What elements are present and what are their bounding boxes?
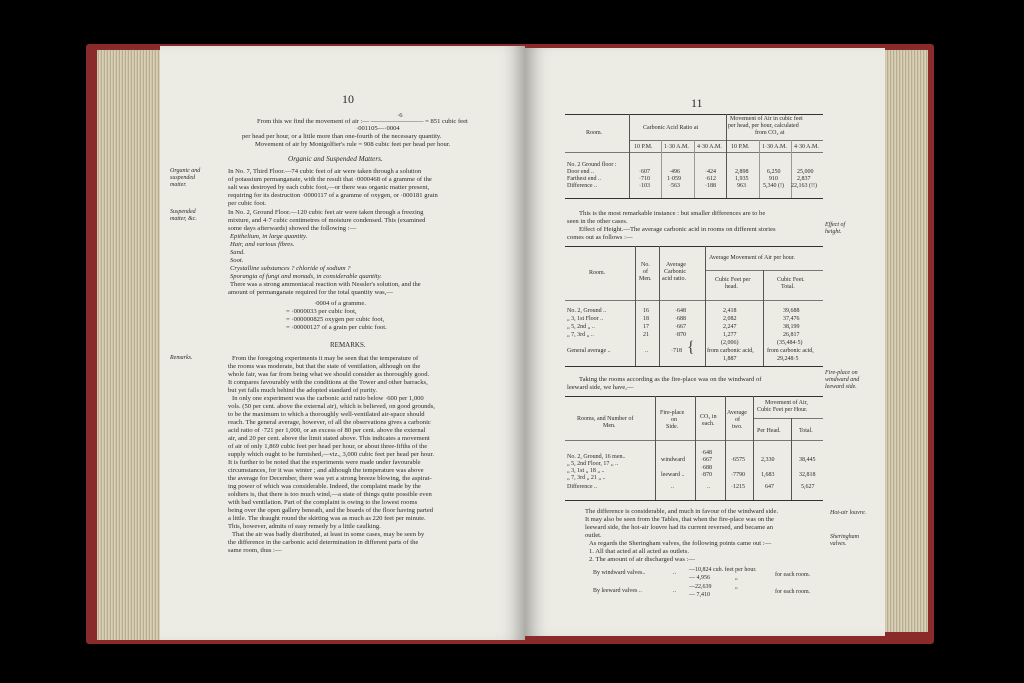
page-edges-left [97,50,165,640]
margin-note-suspended: Suspended matter, &c. [170,209,197,222]
fraction-numerator: ·6 [397,112,403,119]
margin-note-remarks: Remarks. [170,355,193,361]
page-number: 10 [342,92,354,106]
right-page: 11 Room. Carbonic Acid Ratio at Movement of Air in cubic feet per head, per hour, calculated from CO₂ at 10 P.M. 1·30 A.M. 4·30 A.M. 10 P.M. 1·30 A.M. 4·30 A.M. No. 2 Ground floor : Door end .. Farthest end .. Difference .. ·607 ·496 ·424 2,898 6,250 25,000 ·710 1·059 ·612 1,935 910 2,837 ·103 ·563 ·188 963 5,340 (!) 22,163 (!!) This is the most remarkable instance : but smaller differences are to be seen in the other cases. Effect of Height.—The average carbonic acid in rooms on different stories comes out as follows :— Effect of height. Room. No. of Men. Average Carbonic acid ratio. Average Movement of Air per hour. Cubic Feet per head. Cubic Feet. Total. No. 2, Ground .. 16 ·648 2,418 39,688 „ 3, 1st Floor .. 18 ·688 2,082 37,476 „ 5, 2nd „ .. 17 ·667 2,247 38,199 „ 7, 3rd „ .. 21 ·870 1,277 26,817 (2,006) (35,484·5) General average .. .. ·718 { from carbonic acid, from carbonic acid, 1,887 29,248·5 Taking the rooms according as the fire-place was on the windward of leeward side, we have,— Fire-place on windward and leeward side. Rooms, and Number of Men. Fire-place on Side. CO₂ in each. Average of two. Movement of Air, Cubic Feet per Hour. Per Head. Total. No. 2, Ground, 16 men.. „ 5, 2nd Floor, 17 „ .. „ 3, 1st „ 18 „ .. „ 7, 3rd „ 21 „ .. Difference .. windward leeward .. .. ·648 ·667 ·688 ·870 .. ·6575 ·7790 ·1215 2,330 1,683 647 38,445 32,818 5,627 The difference is considerable, and much in favour of the windward side. It may also be seen from the Tables, that when the fire-place was on the leeward side, the hot-air louvre had its current reversed, and became an outlet. As regards the Sheringham valves, the following points came out :— 1. All that acted at all acted as outlets. 2. The amount of air discharged was :— Hot-air louvre. Sheringham valves. By windward valves.. .. —10,824 cub. feet per hour. — 4,956 „ for each room. By leeward valves .. .. —22,639 „ — 7,410 for each room. [525,48,885,636]
margin-note-sheringham: Sheringham valves. [830,534,859,547]
intro-line: Movement of air by Montgolfier's rule = 908 cubic feet per head per hour. [255,141,451,148]
page-number: 11 [691,96,703,110]
margin-note-height: Effect of height. [825,222,846,235]
left-page: 10 ·6 From this we find the movement of air :— ———————— = 851 cubic feet ·001105—·0004 per head per hour, or a little more than one-fourth of the necessary quantity. Movement of air by Montgolfier's rule = 908 cubic feet per head per hour. Organic and Suspended Matters. Organic and suspended matter. In No. 7, Third Floor.—74 cubic feet of air were taken through a solution of potassium permanganate, with the result that ·0000468 of a gramme of the salt was destroyed by each cubic foot,—or there was organic matter present, requiring for its destruction ·0000117 of a gramme of oxygen, or ·000181 grain per cubic foot. Suspended matter, &c. In No. 2, Ground Floor.—120 cubic feet air were taken through a freezing mixture, and 4·7 cubic centimetres of moisture condensed. This (examined some days afterwards) showed the following :— Epithelium, in large quantity. Hair, and various fibres. Sand. Soot. Crystalline substances ? chloride of sodium ? Sporangia of fungi and monads, in considerable quantity. There was a strong ammoniacal reaction with Nessler's solution, and the amount of permanganate required for the total quantity was,— ·0004 of a gramme. = ·0000033 per cubic foot, = ·000000825 oxygen per cubic foot, = ·00000127 of a grain per cubic foot. REMARKS. Remarks. From the foregoing experiments it may be seen that the temperature of the rooms was moderate, but that the state of ventilation, although on the whole fair, was far from being what we should consider as thoroughly good. It compares favourably with the conditions at the Tower and other barracks, but yet falls much behind the adopted standard of purity. In only one experiment was the carbonic acid ratio below ·600 per 1,000 vols. (50 per cent. above the external air), which is believed, on good grounds, to be the maximum to which a thoroughly well-ventilated air-space should reach. The general average, however, of all the observations gives a carbonic acid ratio of ·721 per 1,000, or an excess of 80 per cent. above the external air, and 20 per cent. above the limit stated above. This indicates a movement of air of only 1,869 cubic feet per head per hour, or about three-fifths of the supply which ought to be furnished,—viz., 3,000 cubic feet per head per hour. It is further to be noted that the experiments were made under favourable circumstances, for it was winter ; and although the temperature was above the average for December, there was yet a strong breeze blowing, the aspirat- ing power of which was considerable. Indeed, the complaint made by the soldiers is, that there is too much wind,—a state of things quite possible even with bad ventilation. Part of the complaint is owing to the lowest rooms being over the open gallery beneath, and the boards of the floor having parted a little. The draught round the skirting was as much as 220 feet per minute. This, however, admits of easy remedy by a little caulking. That the air was badly distributed, at least in some cases, may be seen by the difference in the carbonic acid determination in different parts of the same room, thus :— [160,46,525,640]
intro-line: From this we find the movement of air :— ———————— = 851 cubic feet [257,118,468,125]
margin-note-fireplace: Fire-place on windward and leeward side. [825,370,860,390]
remarks-title: REMARKS. [330,341,366,349]
page-edges-right [880,50,928,632]
intro-line: per head per hour, or a little more than one-fourth of the necessary quantity. [242,133,442,140]
section-title: Organic and Suspended Matters. [288,155,383,163]
margin-note-organic: Organic and suspended matter. [170,168,201,188]
margin-note-louvre: Hot-air louvre. [830,510,867,516]
fraction-denominator: ·001105—·0004 [356,125,400,132]
